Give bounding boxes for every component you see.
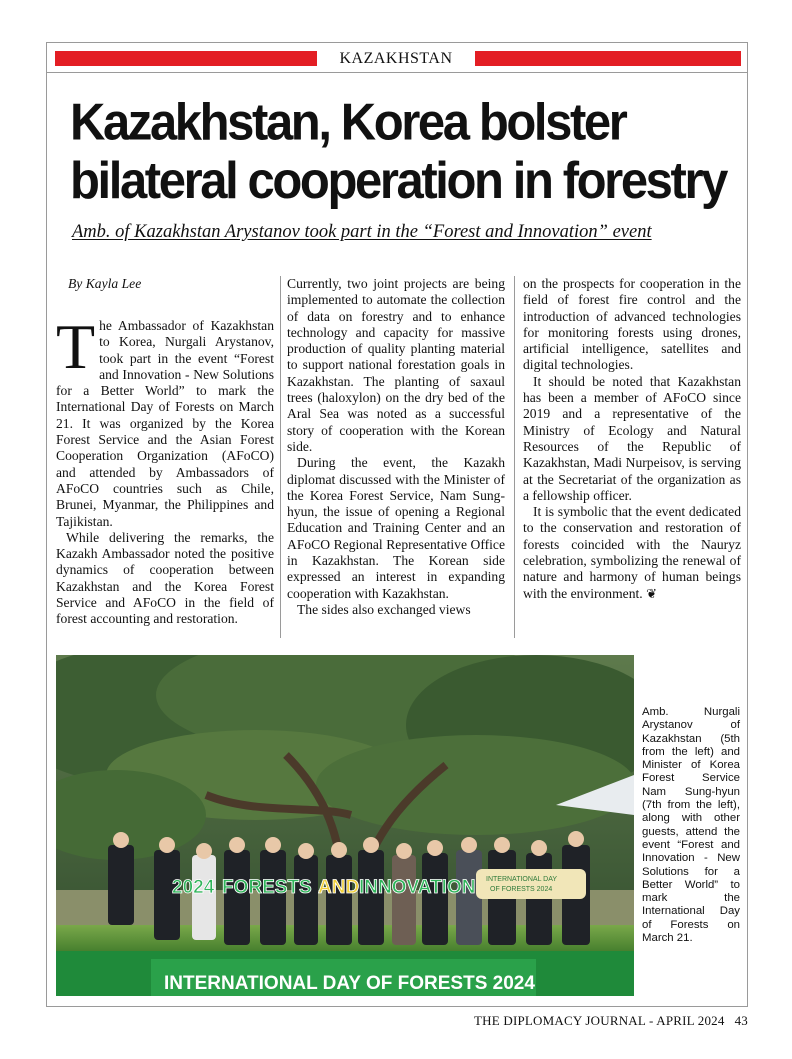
banner-text: INTERNATIONAL DAY OF FORESTS 2024 — [164, 973, 535, 994]
section-label: KAZAKHSTAN — [339, 50, 453, 67]
headline: Kazakhstan, Korea bolster bilateral cooperation in forestry — [70, 94, 726, 210]
paragraph: The sides also exchanged views — [297, 601, 471, 617]
page-footer — [464, 1013, 748, 1029]
article-column-2 — [287, 276, 505, 618]
section-header — [55, 49, 741, 69]
column-divider — [514, 276, 515, 638]
publication-name: THE DIPLOMACY JOURNAL - APRIL 2024 — [474, 1013, 725, 1028]
sign-innovation-text: INNOVATION — [359, 877, 476, 898]
section-bar-right — [475, 51, 741, 66]
badge-line-2: OF FORESTS 2024 — [490, 886, 553, 893]
article-column-1 — [56, 276, 274, 628]
article-column-3 — [523, 276, 741, 602]
end-mark-icon: ❦ — [646, 585, 657, 601]
page-number: 43 — [734, 1013, 748, 1028]
event-photo — [56, 655, 634, 996]
deck-subtitle: Amb. of Kazakhstan Arystanov took part in the “Forest and Innovation” event — [72, 222, 652, 242]
byline: By Kayla Lee — [68, 276, 142, 291]
header-rule — [46, 72, 748, 73]
drop-cap: T — [56, 311, 96, 382]
paragraph: It should be noted that Kazakhstan has been a member of AFoCO since 2019 and a representative of the Ministry of Ecology and Natural Resources of the Republic of Kazakhstan, Madi Nurpeisov, is serving at the Secretariat of the organization as a fellowship officer. — [523, 373, 741, 503]
paragraph: on the prospects for cooperation in the field of forest fire control and the introduction of advanced technologies for monitoring forests using drones, artificial intelligence, satellites and digital technologies. — [523, 276, 741, 373]
paragraph: Currently, two joint projects are being implemented to automate the collection of data on forestry and to enhance technology and capacity for massive production of quality planting material to support national forestation goals in Kazakhstan. The planting of saxaul trees (haloxylon) on the dry bed of the Aral Sea was noted as a successful story of cooperation with the Korean side. — [287, 276, 505, 454]
paragraph: It is symbolic that the event dedicated to the conservation and restoration of forests coincided with the Nauryz celebration, symbolizing the renewal of nature and harmony of human beings with the environment. ❦ — [523, 504, 741, 601]
sign-2024-text: 2024 — [172, 877, 215, 898]
photo-caption: Amb. Nurgali Arystanov of Kazakhstan (5th from the left) and Minister of Korea Forest Service Nam Sung-hyun (7th from the left), along with other guests, attend the event “Forest and Innovation - New Solutions for a Better World” to mark the International Day of Forests on March 21. — [642, 706, 740, 945]
sign-and-text: AND — [318, 877, 360, 898]
section-bar-left — [55, 51, 317, 66]
paragraph: While delivering the remarks, the Kazakh Ambassador noted the positive dynamics of cooperation between Kazakhstan and the Korea Forest Service and AFoCO in the field of forest accounting and restoration. — [56, 529, 274, 627]
paragraph: The Ambassador of Kazakhstan to Korea, Nurgali Arystanov, took part in the event “Forest and Innovation - New Solutions for a Better World” to mark the International Day of Forests on March 21. It was organized by the Korea Forest Service and the Asian Forest Cooperation Organization (AFoCO) and attended by Ambassadors of AFoCO countries such as Chile, Brunei, Myanmar, the Philippines and Tajikistan. — [56, 311, 274, 529]
badge-line-1: INTERNATIONAL DAY — [486, 876, 558, 883]
sign-forests-text: FORESTS — [222, 877, 312, 898]
paragraph: During the event, the Kazakh diplomat discussed with the Minister of the Korea Forest Service, Nam Sung-hyun, the issue of opening a Regional Education and Training Center and an AFoCO Regional Representative Office in Kazakhstan. The Korean side expressed an interest in expanding cooperation with Kazakhstan. — [287, 455, 505, 601]
column-divider — [280, 276, 281, 638]
